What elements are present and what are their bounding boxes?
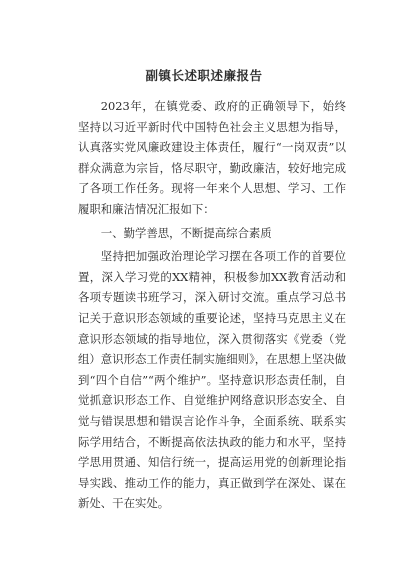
document-body bbox=[78, 96, 346, 514]
section-paragraph: 坚持把加强政治理论学习摆在各项工作的首要位置，深入学习党的XX精神，积极参加XX教育活动和各项专题读书班学习，深入研讨交流。重点学习总书记关于意识形态领域的重要论述，坚持马克思主义在意识形态领域的指导地位，深入贯彻落实《党委（党组）意识形态工作责任制实施细则》，在思想上坚决做到“四个自信”“两个维护”。坚持意识形态责任制，自觉抓意识形态工作、自觉维护网络意识形态安全、自觉与错误思想和错误言论作斗争，全面系统、联系实际学用结合，不断提高依法执政的能力和水平，坚持学思用贯通、知信行统一，提高运用党的创新理论指导实践、推动工作的能力，真正做到学在深处、谋在新处、干在实处。 bbox=[78, 249, 346, 511]
document-title: 副镇长述职述廉报告 bbox=[145, 68, 263, 83]
intro-paragraph: 2023年，在镇党委、政府的正确领导下，始终坚持以习近平新时代中国特色社会主义思想为指导，认真落实党风廉政建设主体责任，履行“一岗双责”以群众满意为宗旨，恪尽职守，勤政廉洁，较好地完成了各项工作任务。现将一年来个人思想、学习、工作履职和廉洁情况汇报如下： bbox=[78, 99, 346, 216]
section-heading: 一、勤学善思，不断提高综合素质 bbox=[100, 225, 272, 240]
